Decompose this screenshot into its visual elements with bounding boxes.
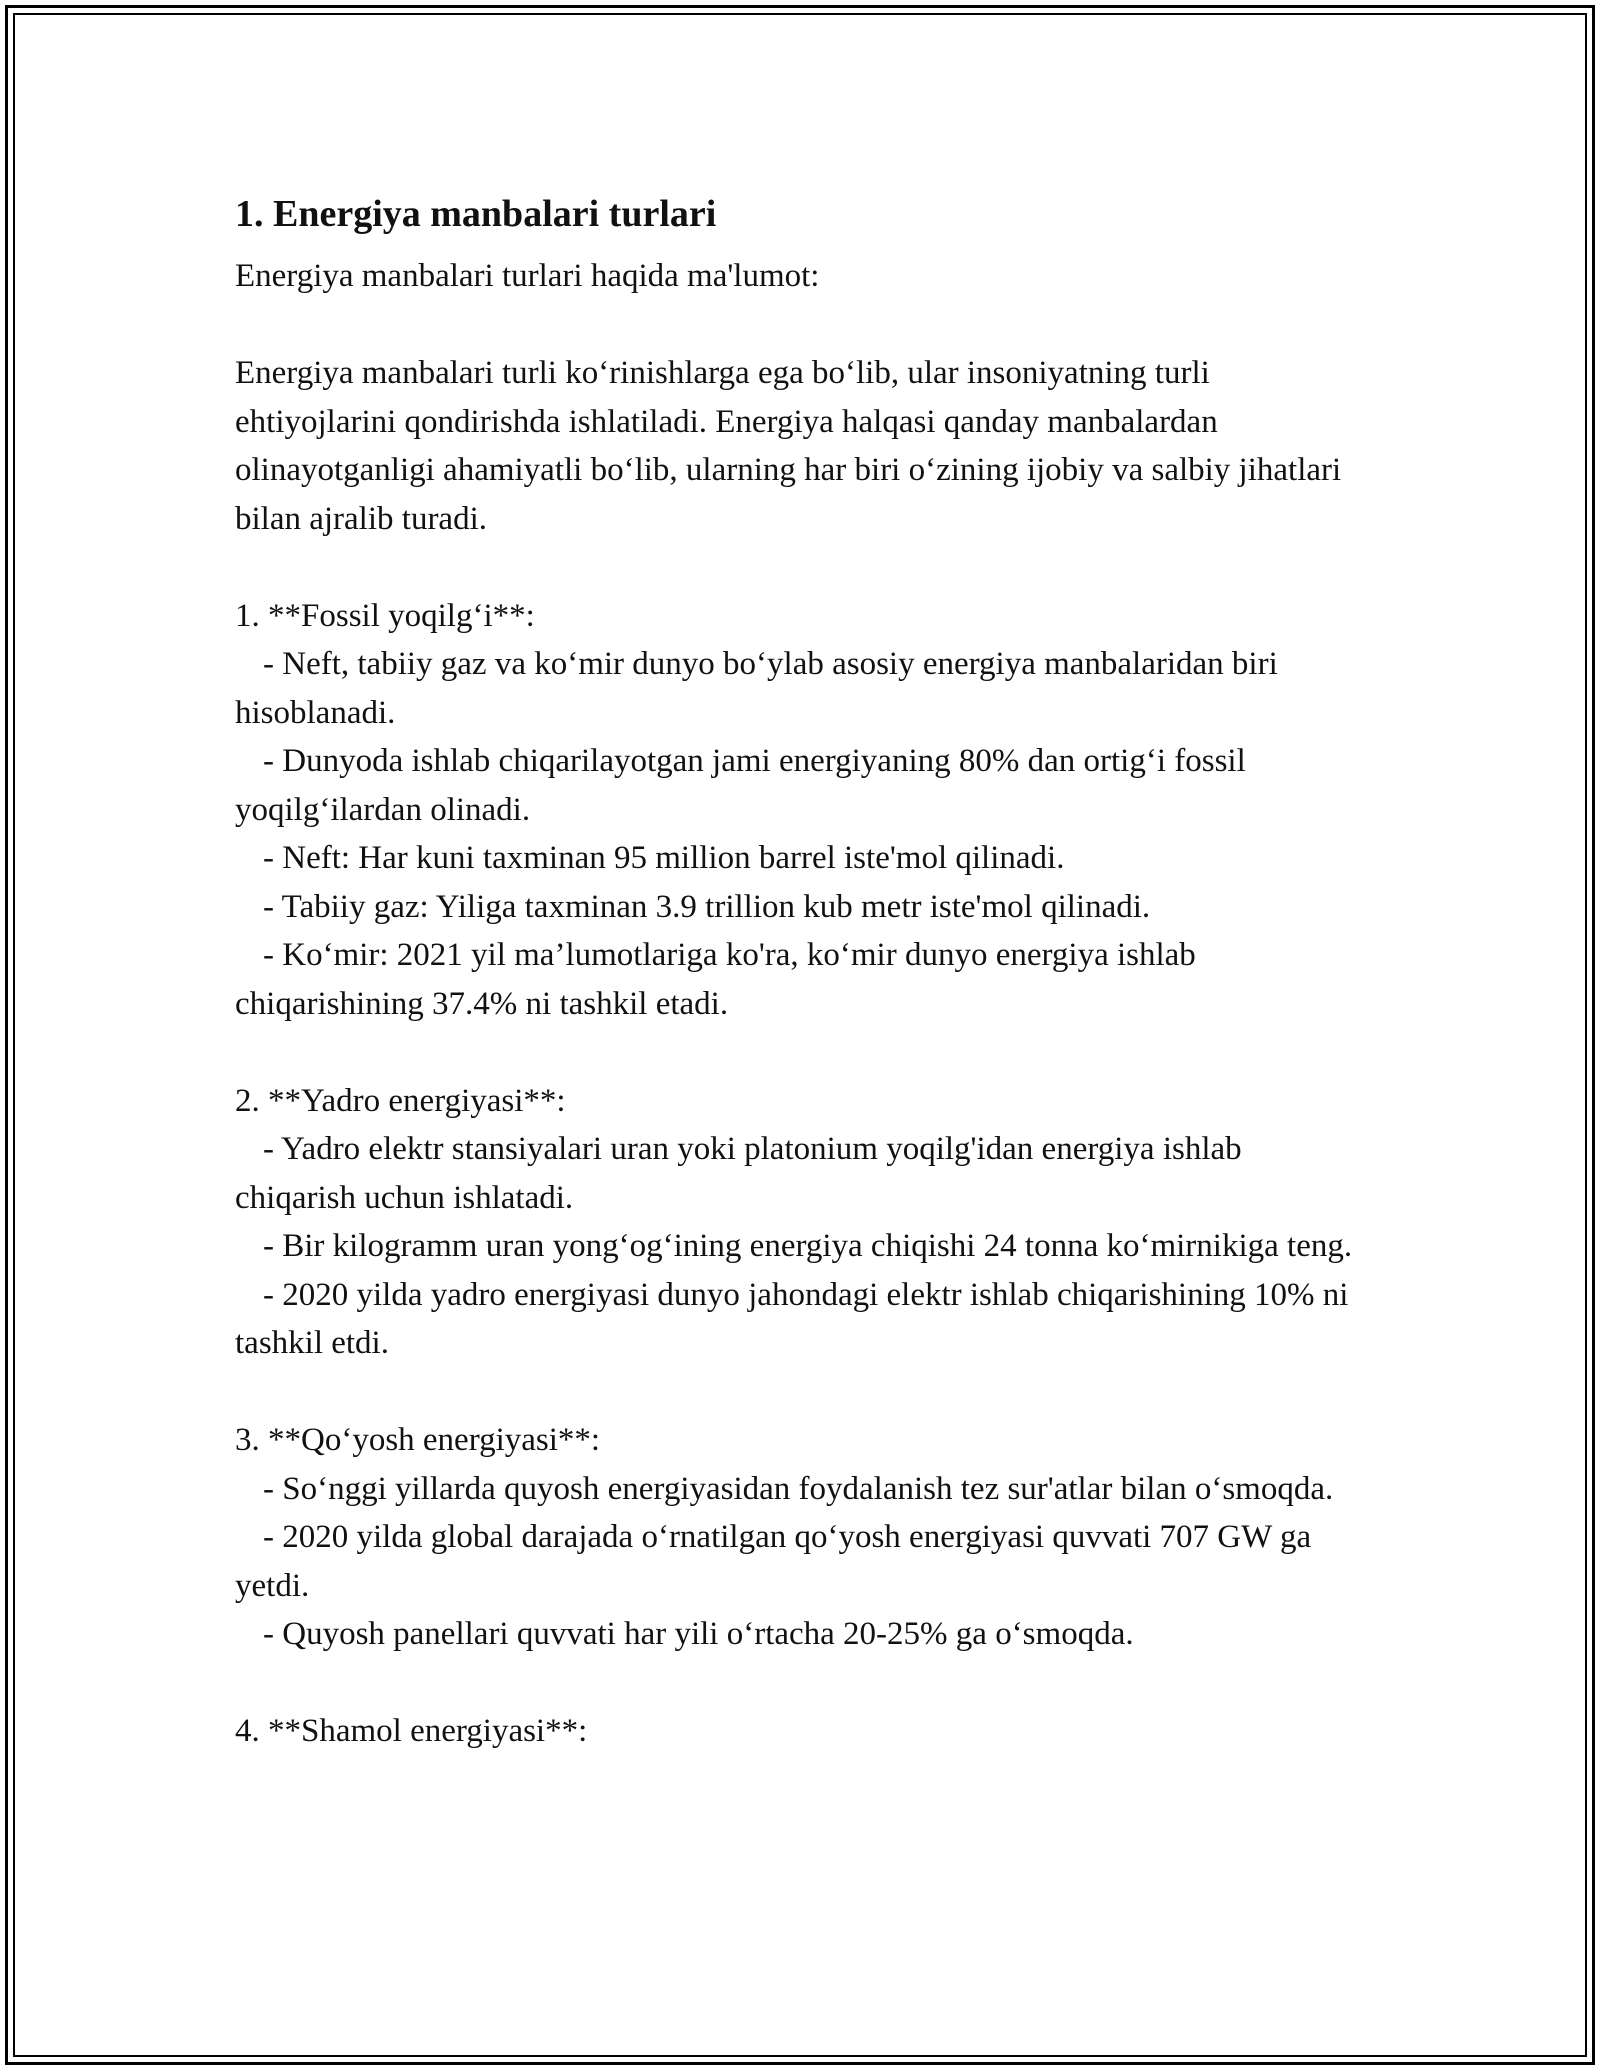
spacer [235, 1659, 1365, 1708]
document-heading: 1. Energiya manbalari turlari [235, 193, 717, 235]
section-fossil [235, 592, 1365, 1029]
bullet-item: - Neft, tabiiy gaz va ko‘mir dunyo bo‘ylab asosiy energiya manbalaridan biri hisoblanadi. [235, 646, 1278, 731]
section-title: 2. **Yadro energiyasi**: [235, 1082, 566, 1119]
document-page [235, 186, 1365, 1756]
section-nuclear [235, 1077, 1365, 1368]
bullet-item: - Dunyoda ishlab chiqarilayotgan jami energiyaning 80% dan ortig‘i fossil yoqilg‘ilardan olinadi. [235, 743, 1246, 828]
section-title: 3. **Qo‘yosh energiyasi**: [235, 1422, 601, 1458]
bullet-item: - Quyosh panellari quvvati har yili o‘rtacha 20-25% ga o‘smoqda. [263, 1616, 1134, 1652]
section-title: 4. **Shamol energiyasi**: [235, 1713, 588, 1749]
bullet-item: - Bir kilogramm uran yong‘og‘ining energiya chiqishi 24 tonna ko‘mirnikiga teng. [263, 1228, 1353, 1264]
bullet-item: - Neft: Har kuni taxminan 95 million barrel iste'mol qilinadi. [263, 840, 1065, 876]
bullet-item: - 2020 yilda yadro energiyasi dunyo jahondagi elektr ishlab chiqarishining 10% ni tashkil etdi. [235, 1276, 1349, 1361]
spacer [235, 301, 1365, 350]
section-wind [235, 1707, 1365, 1756]
bullet-item: - So‘nggi yillarda quyosh energiyasidan foydalanish tez sur'atlar bilan o‘smoqda. [263, 1470, 1334, 1507]
bullet-item: - 2020 yilda global darajada o‘rnatilgan qo‘yosh energiyasi quvvati 707 GW ga yetdi. [235, 1519, 1312, 1604]
spacer [235, 1368, 1365, 1417]
spacer [235, 1028, 1365, 1077]
bullet-item: - Ko‘mir: 2021 yil ma’lumotlariga ko'ra, ko‘mir dunyo energiya ishlab chiqarishining 37.4% ni tashkil etadi. [235, 937, 1196, 1022]
section-solar [235, 1416, 1365, 1659]
intro-paragraph: Energiya manbalari turli ko‘rinishlarga ega bo‘lib, ular insoniyatning turli ehtiyojlarini qondirishda ishlatiladi. Energiya halqasi qanday manbalardan olinayotganligi ahamiyatli bo‘lib, ularning har biri o‘zining ijobiy va salbiy jihatlari bilan ajralib turadi. [235, 355, 1342, 537]
bullet-item: - Yadro elektr stansiyalari uran yoki platonium yoqilg'idan energiya ishlab chiqarish uchun ishlatadi. [235, 1131, 1242, 1216]
intro-text: Energiya manbalari turlari haqida ma'lumot: [235, 258, 820, 294]
bullet-item: - Tabiiy gaz: Yiliga taxminan 3.9 trillion kub metr iste'mol qilinadi. [263, 888, 1151, 925]
section-title: 1. **Fossil yoqilg‘i**: [235, 597, 535, 634]
spacer [235, 543, 1365, 592]
